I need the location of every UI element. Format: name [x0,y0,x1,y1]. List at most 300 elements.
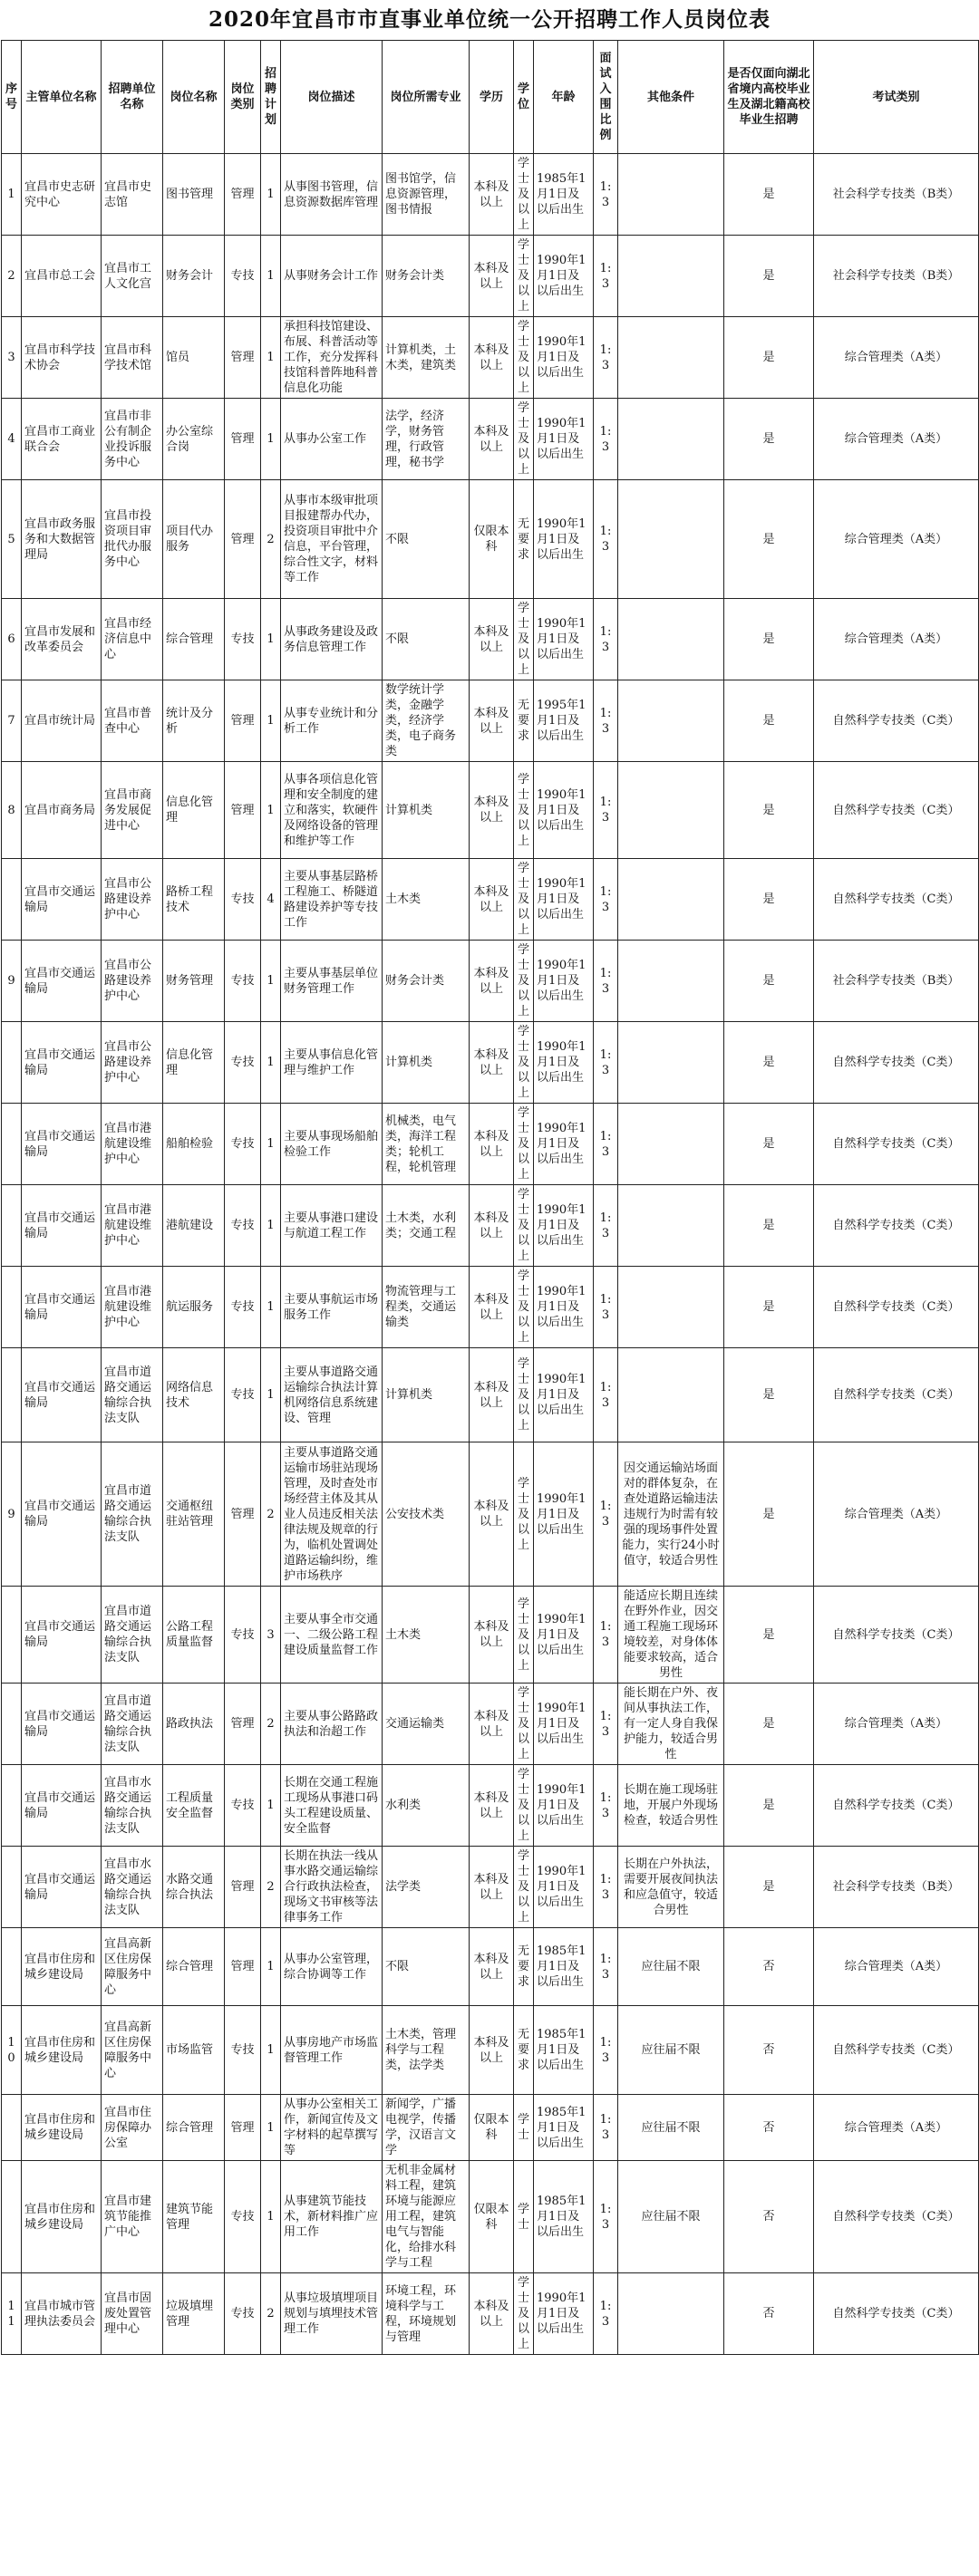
cell-other: 长期在施工现场驻地，开展户外现场检查，较适合男性 [618,1765,724,1847]
cell-ratio: 1:3 [594,1684,618,1765]
cell-post: 市场监管 [163,2006,225,2095]
cell-other: 能适应长期且连续在野外作业，因交通工程施工现场环境较差，对身体体能要求较高，适合男性 [618,1587,724,1684]
table-row [2,1587,979,1684]
cell-local-only: 是 [724,1847,814,1928]
cell-age: 1990年1月1日及以后出生 [534,2273,594,2355]
cell-education: 本科及以上 [470,236,514,317]
cell-dept: 宜昌市交通运输局 [22,941,102,1022]
cell-major: 计算机类 [383,1022,470,1104]
cell-education: 本科及以上 [470,599,514,680]
cell-count: 1 [261,399,281,480]
cell-other [618,1104,724,1185]
header-cell: 考试类别 [814,41,979,154]
cell-ratio: 1:3 [594,680,618,762]
cell-education: 仅限本科 [470,2161,514,2273]
cell-post: 信息化管理 [163,762,225,859]
cell-degree: 学士及以上 [514,1442,534,1587]
cell-other [618,1185,724,1267]
cell-dept: 宜昌市住房和城乡建设局 [22,2095,102,2161]
cell-post: 信息化管理 [163,1022,225,1104]
table-row [2,236,979,317]
cell-other [618,859,724,941]
cell-category: 专技 [225,2006,261,2095]
cell-description: 承担科技馆建设、布展、科普活动等工作，充分发挥科技馆科普阵地科普信息化功能 [281,317,383,399]
cell-unit: 宜昌市道路交通运输综合执法支队 [102,1587,163,1684]
cell-exam-type: 自然科学专技类（C类） [814,762,979,859]
table-row [2,1442,979,1587]
cell-ratio: 1:3 [594,2273,618,2355]
cell-major: 计算机类 [383,762,470,859]
cell-category: 专技 [225,599,261,680]
cell-other: 因交通运输站场面对的群体复杂，在查处道路运输违法违规行为时需有较强的现场事件处置能力，实行24小时值守，较适合男性 [618,1442,724,1587]
cell-local-only: 是 [724,1765,814,1847]
cell-description: 从事财务会计工作 [281,236,383,317]
cell-other [618,154,724,236]
cell-count: 1 [261,317,281,399]
cell-unit: 宜昌市经济信息中心 [102,599,163,680]
cell-degree: 学士及以上 [514,599,534,680]
cell-local-only: 否 [724,2161,814,2273]
cell-degree: 无要求 [514,480,534,599]
cell-local-only: 是 [724,1267,814,1348]
cell-count: 1 [261,2095,281,2161]
cell-exam-type: 综合管理类（A类） [814,2095,979,2161]
table-row [2,2273,979,2355]
cell-category: 管理 [225,1442,261,1587]
cell-dept: 宜昌市发展和改革委员会 [22,599,102,680]
cell-age: 1990年1月1日及以后出生 [534,1587,594,1684]
cell-age: 1990年1月1日及以后出生 [534,399,594,480]
cell-other [618,1267,724,1348]
cell-count: 2 [261,2273,281,2355]
cell-count: 1 [261,236,281,317]
cell-education: 本科及以上 [470,1442,514,1587]
cell-count: 2 [261,1442,281,1587]
cell-age: 1990年1月1日及以后出生 [534,1267,594,1348]
cell-major: 新闻学，广播电视学，传播学，汉语言文学 [383,2095,470,2161]
table-row [2,399,979,480]
cell-dept: 宜昌市交通运输局 [22,1765,102,1847]
cell-count: 1 [261,1185,281,1267]
cell-local-only: 是 [724,941,814,1022]
cell-description: 主要从事基层单位财务管理工作 [281,941,383,1022]
cell-local-only: 是 [724,680,814,762]
table-row [2,480,979,599]
cell-other [618,941,724,1022]
cell-seq [2,1185,22,1267]
cell-age: 1990年1月1日及以后出生 [534,1022,594,1104]
cell-age: 1990年1月1日及以后出生 [534,480,594,599]
cell-other [618,599,724,680]
cell-degree: 学士及以上 [514,1684,534,1765]
cell-description: 长期在执法一线从事水路交通运输综合行政执法检查，现场文书审核等法律事务工作 [281,1847,383,1928]
cell-degree: 学士及以上 [514,154,534,236]
cell-major: 环境工程，环境科学与工程，环境规划与管理 [383,2273,470,2355]
cell-exam-type: 自然科学专技类（C类） [814,2161,979,2273]
cell-major: 土木类 [383,1587,470,1684]
cell-major: 土木类，管理科学与工程类，法学类 [383,2006,470,2095]
cell-seq: 5 [2,480,22,599]
cell-count: 1 [261,2006,281,2095]
cell-description: 长期在交通工程施工现场从事港口码头工程建设质量、安全监督 [281,1765,383,1847]
cell-post: 综合管理 [163,2095,225,2161]
cell-age: 1990年1月1日及以后出生 [534,1765,594,1847]
cell-major: 不限 [383,480,470,599]
cell-description: 主要从事基层路桥工程施工、桥隧道路建设养护等专技工作 [281,859,383,941]
cell-unit: 宜昌市港航建设维护中心 [102,1267,163,1348]
cell-degree: 学士及以上 [514,1765,534,1847]
cell-dept: 宜昌市统计局 [22,680,102,762]
cell-other [618,480,724,599]
cell-post: 办公室综合岗 [163,399,225,480]
cell-count: 1 [261,1022,281,1104]
cell-exam-type: 自然科学专技类（C类） [814,1587,979,1684]
cell-seq [2,1847,22,1928]
table-row [2,859,979,941]
cell-category: 管理 [225,399,261,480]
cell-category: 专技 [225,2273,261,2355]
cell-post: 路桥工程技术 [163,859,225,941]
cell-degree: 学士及以上 [514,941,534,1022]
cell-degree: 学士及以上 [514,762,534,859]
cell-seq: 1 [2,154,22,236]
cell-count: 1 [261,1928,281,2006]
cell-local-only: 是 [724,859,814,941]
cell-local-only: 是 [724,599,814,680]
cell-local-only: 是 [724,1348,814,1442]
cell-seq: 10 [2,2006,22,2095]
cell-other: 应往届不限 [618,2095,724,2161]
cell-count: 1 [261,1348,281,1442]
cell-unit: 宜昌市水路交通运输综合执法支队 [102,1765,163,1847]
cell-category: 管理 [225,680,261,762]
cell-description: 从事图书管理，信息资源数据库管理 [281,154,383,236]
cell-dept: 宜昌市城市管理执法委员会 [22,2273,102,2355]
cell-age: 1990年1月1日及以后出生 [534,599,594,680]
cell-category: 管理 [225,1928,261,2006]
cell-major: 不限 [383,1928,470,2006]
cell-unit: 宜昌市公路建设养护中心 [102,859,163,941]
cell-age: 1985年1月1日及以后出生 [534,2006,594,2095]
cell-dept: 宜昌市交通运输局 [22,1684,102,1765]
cell-seq: 11 [2,2273,22,2355]
cell-ratio: 1:3 [594,1587,618,1684]
cell-dept: 宜昌市交通运输局 [22,1847,102,1928]
cell-exam-type: 社会科学专技类（B类） [814,1847,979,1928]
cell-education: 本科及以上 [470,680,514,762]
cell-description: 主要从事全市交通一、二级公路工程建设质量监督工作 [281,1587,383,1684]
cell-count: 1 [261,941,281,1022]
cell-ratio: 1:3 [594,399,618,480]
cell-count: 1 [261,599,281,680]
cell-exam-type: 综合管理类（A类） [814,480,979,599]
cell-unit: 宜昌高新区住房保障服务中心 [102,1928,163,2006]
cell-other: 长期在户外执法，需要开展夜间执法和应急值守，较适合男性 [618,1847,724,1928]
cell-description: 主要从事道路交通运输市场驻站现场管理，及时查处市场经营主体及其从业人员违反相关法律法规及规章的行为，临机处置调处道路运输纠纷，维护市场秩序 [281,1442,383,1587]
cell-unit: 宜昌市科学技术馆 [102,317,163,399]
cell-education: 本科及以上 [470,1684,514,1765]
cell-age: 1990年1月1日及以后出生 [534,1104,594,1185]
cell-dept: 宜昌市交通运输局 [22,859,102,941]
cell-count: 1 [261,680,281,762]
cell-category: 专技 [225,1185,261,1267]
header-cell: 招聘单位名称 [102,41,163,154]
cell-description: 从事建筑节能技术，新材料推广应用工作 [281,2161,383,2273]
cell-exam-type: 自然科学专技类（C类） [814,1348,979,1442]
header-cell: 学位 [514,41,534,154]
table-row [2,317,979,399]
cell-dept: 宜昌市交通运输局 [22,1587,102,1684]
cell-post: 综合管理 [163,1928,225,2006]
cell-age: 1985年1月1日及以后出生 [534,1928,594,2006]
cell-local-only: 是 [724,399,814,480]
cell-dept: 宜昌市交通运输局 [22,1348,102,1442]
cell-description: 主要从事道路交通运输综合执法计算机网络信息系统建设、管理 [281,1348,383,1442]
cell-description: 主要从事航运市场服务工作 [281,1267,383,1348]
cell-dept: 宜昌市交通运输局 [22,1104,102,1185]
cell-seq: 6 [2,599,22,680]
cell-post: 图书管理 [163,154,225,236]
table-row [2,762,979,859]
cell-local-only: 否 [724,2273,814,2355]
table-row [2,1104,979,1185]
cell-post: 综合管理 [163,599,225,680]
cell-unit: 宜昌市港航建设维护中心 [102,1185,163,1267]
cell-exam-type: 综合管理类（A类） [814,1928,979,2006]
cell-education: 仅限本科 [470,2095,514,2161]
cell-ratio: 1:3 [594,599,618,680]
cell-ratio: 1:3 [594,1442,618,1587]
cell-major: 土木类，水利类；交通工程 [383,1185,470,1267]
cell-exam-type: 自然科学专技类（C类） [814,1765,979,1847]
cell-seq: 8 [2,762,22,859]
cell-other: 应往届不限 [618,1928,724,2006]
cell-dept: 宜昌市住房和城乡建设局 [22,1928,102,2006]
cell-dept: 宜昌市交通运输局 [22,1185,102,1267]
table-row [2,1185,979,1267]
table-row [2,1765,979,1847]
header-cell: 序号 [2,41,22,154]
cell-age: 1990年1月1日及以后出生 [534,1684,594,1765]
cell-exam-type: 综合管理类（A类） [814,1684,979,1765]
cell-dept: 宜昌市交通运输局 [22,1267,102,1348]
table-row [2,1684,979,1765]
cell-local-only: 否 [724,1928,814,2006]
cell-dept: 宜昌市政务服务和大数据管理局 [22,480,102,599]
cell-seq: 9 [2,941,22,1022]
cell-local-only: 是 [724,1587,814,1684]
job-table [1,40,979,2355]
cell-other: 能长期在户外、夜间从事执法工作，有一定人身自我保护能力，较适合男性 [618,1684,724,1765]
cell-unit: 宜昌市非公有制企业投诉服务中心 [102,399,163,480]
cell-unit: 宜昌市普查中心 [102,680,163,762]
cell-education: 本科及以上 [470,1185,514,1267]
cell-ratio: 1:3 [594,1267,618,1348]
cell-degree: 学士 [514,2161,534,2273]
cell-exam-type: 自然科学专技类（C类） [814,1185,979,1267]
header-cell: 招聘计划 [261,41,281,154]
cell-exam-type: 综合管理类（A类） [814,599,979,680]
cell-ratio: 1:3 [594,236,618,317]
table-row [2,680,979,762]
cell-major: 图书馆学，信息资源管理，图书情报 [383,154,470,236]
cell-major: 机械类，电气类，海洋工程类；轮机工程，轮机管理 [383,1104,470,1185]
cell-exam-type: 综合管理类（A类） [814,1442,979,1587]
cell-dept: 宜昌市科学技术协会 [22,317,102,399]
cell-major: 不限 [383,599,470,680]
cell-description: 从事办公室管理，综合协调等工作 [281,1928,383,2006]
cell-count: 1 [261,1104,281,1185]
cell-ratio: 1:3 [594,1928,618,2006]
cell-post: 建筑节能管理 [163,2161,225,2273]
cell-exam-type: 社会科学专技类（B类） [814,236,979,317]
cell-unit: 宜昌市公路建设养护中心 [102,1022,163,1104]
cell-category: 管理 [225,1847,261,1928]
cell-education: 本科及以上 [470,1348,514,1442]
table-row [2,941,979,1022]
header-cell: 岗位描述 [281,41,383,154]
cell-education: 本科及以上 [470,1587,514,1684]
cell-major: 财务会计类 [383,236,470,317]
cell-seq: 9 [2,1442,22,1587]
cell-major: 法学，经济学，财务管理，行政管理，秘书学 [383,399,470,480]
cell-ratio: 1:3 [594,2161,618,2273]
cell-major: 数学统计学类，金融学类，经济学类，电子商务类 [383,680,470,762]
cell-major: 无机非金属材料工程，建筑环境与能源应用工程，建筑电气与智能化，给排水科学与工程 [383,2161,470,2273]
cell-category: 专技 [225,1348,261,1442]
cell-exam-type: 自然科学专技类（C类） [814,1022,979,1104]
header-cell: 岗位所需专业 [383,41,470,154]
cell-unit: 宜昌市固废处置管理中心 [102,2273,163,2355]
cell-description: 从事办公室相关工作，新闻宣传及文字材料的起草撰写等 [281,2095,383,2161]
cell-degree: 学士及以上 [514,1104,534,1185]
cell-other [618,1022,724,1104]
cell-age: 1990年1月1日及以后出生 [534,1185,594,1267]
cell-description: 主要从事信息化管理与维护工作 [281,1022,383,1104]
cell-major: 计算机类 [383,1348,470,1442]
cell-unit: 宜昌市道路交通运输综合执法支队 [102,1442,163,1587]
cell-age: 1990年1月1日及以后出生 [534,762,594,859]
cell-description: 主要从事港口建设与航道工程工作 [281,1185,383,1267]
cell-degree: 学士及以上 [514,1587,534,1684]
cell-seq [2,1587,22,1684]
cell-post: 交通枢纽驻站管理 [163,1442,225,1587]
cell-local-only: 是 [724,1104,814,1185]
cell-other [618,1348,724,1442]
cell-local-only: 是 [724,1684,814,1765]
cell-exam-type: 自然科学专技类（C类） [814,2273,979,2355]
cell-ratio: 1:3 [594,1348,618,1442]
cell-local-only: 是 [724,762,814,859]
cell-local-only: 否 [724,2095,814,2161]
cell-count: 1 [261,1765,281,1847]
cell-unit: 宜昌市住房保障办公室 [102,2095,163,2161]
cell-count: 2 [261,480,281,599]
cell-local-only: 是 [724,1185,814,1267]
cell-local-only: 是 [724,317,814,399]
cell-degree: 学士及以上 [514,236,534,317]
cell-education: 本科及以上 [470,1104,514,1185]
cell-age: 1990年1月1日及以后出生 [534,1847,594,1928]
cell-seq [2,2095,22,2161]
cell-dept: 宜昌市住房和城乡建设局 [22,2006,102,2095]
cell-post: 港航建设 [163,1185,225,1267]
cell-category: 专技 [225,1022,261,1104]
cell-exam-type: 自然科学专技类（C类） [814,1104,979,1185]
cell-description: 从事市本级审批项目报建帮办代办，投资项目审批中介信息，平台管理，综合性文字，材料等工作 [281,480,383,599]
cell-exam-type: 综合管理类（A类） [814,399,979,480]
cell-ratio: 1:3 [594,2006,618,2095]
cell-category: 专技 [225,1587,261,1684]
cell-seq [2,1022,22,1104]
cell-major: 水利类 [383,1765,470,1847]
cell-seq [2,1348,22,1442]
cell-post: 工程质量安全监督 [163,1765,225,1847]
cell-ratio: 1:3 [594,2095,618,2161]
cell-degree: 学士及以上 [514,1185,534,1267]
cell-post: 统计及分析 [163,680,225,762]
cell-description: 从事房地产市场监督管理工作 [281,2006,383,2095]
cell-unit: 宜昌市史志馆 [102,154,163,236]
cell-degree: 无要求 [514,1928,534,2006]
cell-post: 公路工程质量监督 [163,1587,225,1684]
cell-unit: 宜昌市港航建设维护中心 [102,1104,163,1185]
cell-major: 计算机类，土木类，建筑类 [383,317,470,399]
cell-ratio: 1:3 [594,317,618,399]
cell-degree: 学士及以上 [514,399,534,480]
cell-ratio: 1:3 [594,859,618,941]
cell-unit: 宜昌市道路交通运输综合执法支队 [102,1684,163,1765]
cell-local-only: 是 [724,154,814,236]
cell-dept: 宜昌市交通运输局 [22,1442,102,1587]
cell-count: 2 [261,1847,281,1928]
cell-degree: 学士及以上 [514,859,534,941]
cell-education: 本科及以上 [470,399,514,480]
cell-description: 从事政务建设及政务信息管理工作 [281,599,383,680]
cell-count: 1 [261,2161,281,2273]
cell-description: 主要从事现场船舶检验工作 [281,1104,383,1185]
cell-seq [2,1765,22,1847]
header-cell: 学历 [470,41,514,154]
cell-dept: 宜昌市工商业联合会 [22,399,102,480]
cell-age: 1990年1月1日及以后出生 [534,317,594,399]
table-body [2,154,979,2355]
cell-exam-type: 自然科学专技类（C类） [814,1267,979,1348]
cell-count: 1 [261,154,281,236]
cell-age: 1985年1月1日及以后出生 [534,2095,594,2161]
cell-education: 本科及以上 [470,154,514,236]
cell-post: 网络信息技术 [163,1348,225,1442]
cell-seq: 2 [2,236,22,317]
cell-education: 本科及以上 [470,859,514,941]
cell-exam-type: 自然科学专技类（C类） [814,2006,979,2095]
header-cell: 面试入围比例 [594,41,618,154]
table-row [2,1022,979,1104]
cell-local-only: 是 [724,1022,814,1104]
cell-other: 应往届不限 [618,2161,724,2273]
cell-education: 本科及以上 [470,2006,514,2095]
cell-post: 船舶检验 [163,1104,225,1185]
cell-degree: 学士及以上 [514,1022,534,1104]
cell-degree: 无要求 [514,680,534,762]
cell-category: 专技 [225,1104,261,1185]
table-header-row [2,41,979,154]
cell-degree: 学士及以上 [514,1348,534,1442]
cell-category: 管理 [225,762,261,859]
cell-post: 垃圾填埋管理 [163,2273,225,2355]
cell-ratio: 1:3 [594,941,618,1022]
cell-major: 法学类 [383,1847,470,1928]
